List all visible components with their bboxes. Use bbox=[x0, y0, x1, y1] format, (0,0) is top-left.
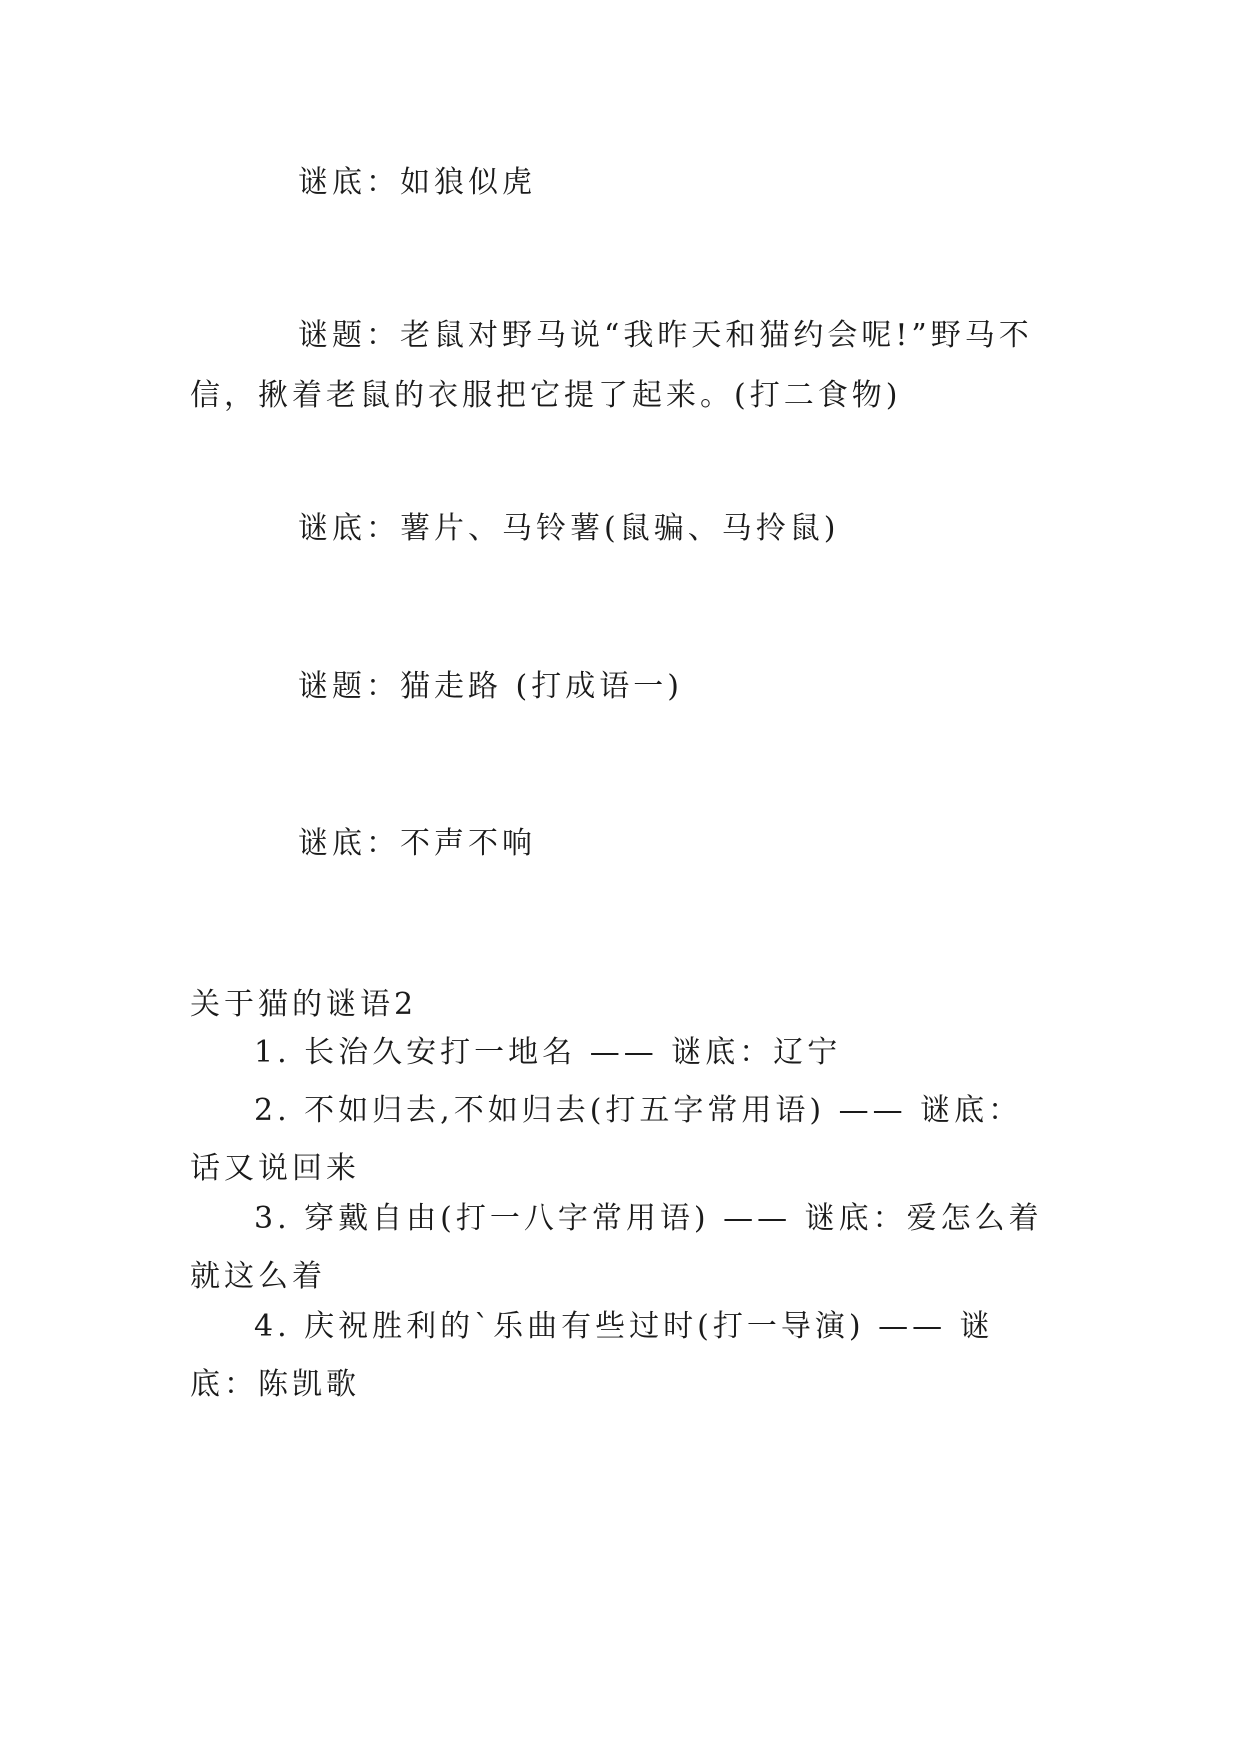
section-heading: 关于猫的谜语2 bbox=[190, 987, 418, 1022]
riddle-paragraph: 谜题：老鼠对野马说“我昨天和猫约会呢!”野马不信，揪着老鼠的衣服把它提了起来。(打二食物) bbox=[190, 318, 1033, 413]
answer-line: 谜底：薯片、马铃薯(鼠骗、马拎鼠) bbox=[298, 511, 840, 546]
list-item: 3. 穿戴自由(打一八字常用语) —— 谜底：爱怎么着就这么着 bbox=[190, 1201, 1043, 1294]
list-item: 4. 庆祝胜利的`乐曲有些过时(打一导演) —— 谜底：陈凯歌 bbox=[190, 1309, 994, 1402]
list-item: 2. 不如归去,不如归去(打五字常用语) —— 谜底：话又说回来 bbox=[190, 1093, 1023, 1186]
answer-line: 谜底：不声不响 bbox=[298, 826, 536, 861]
riddle-line: 谜题：猫走路 (打成语一) bbox=[298, 669, 683, 704]
list-item: 1. 长治久安打一地名 —— 谜底：辽宁 bbox=[254, 1035, 842, 1070]
answer-line: 谜底：如狼似虎 bbox=[298, 165, 536, 200]
